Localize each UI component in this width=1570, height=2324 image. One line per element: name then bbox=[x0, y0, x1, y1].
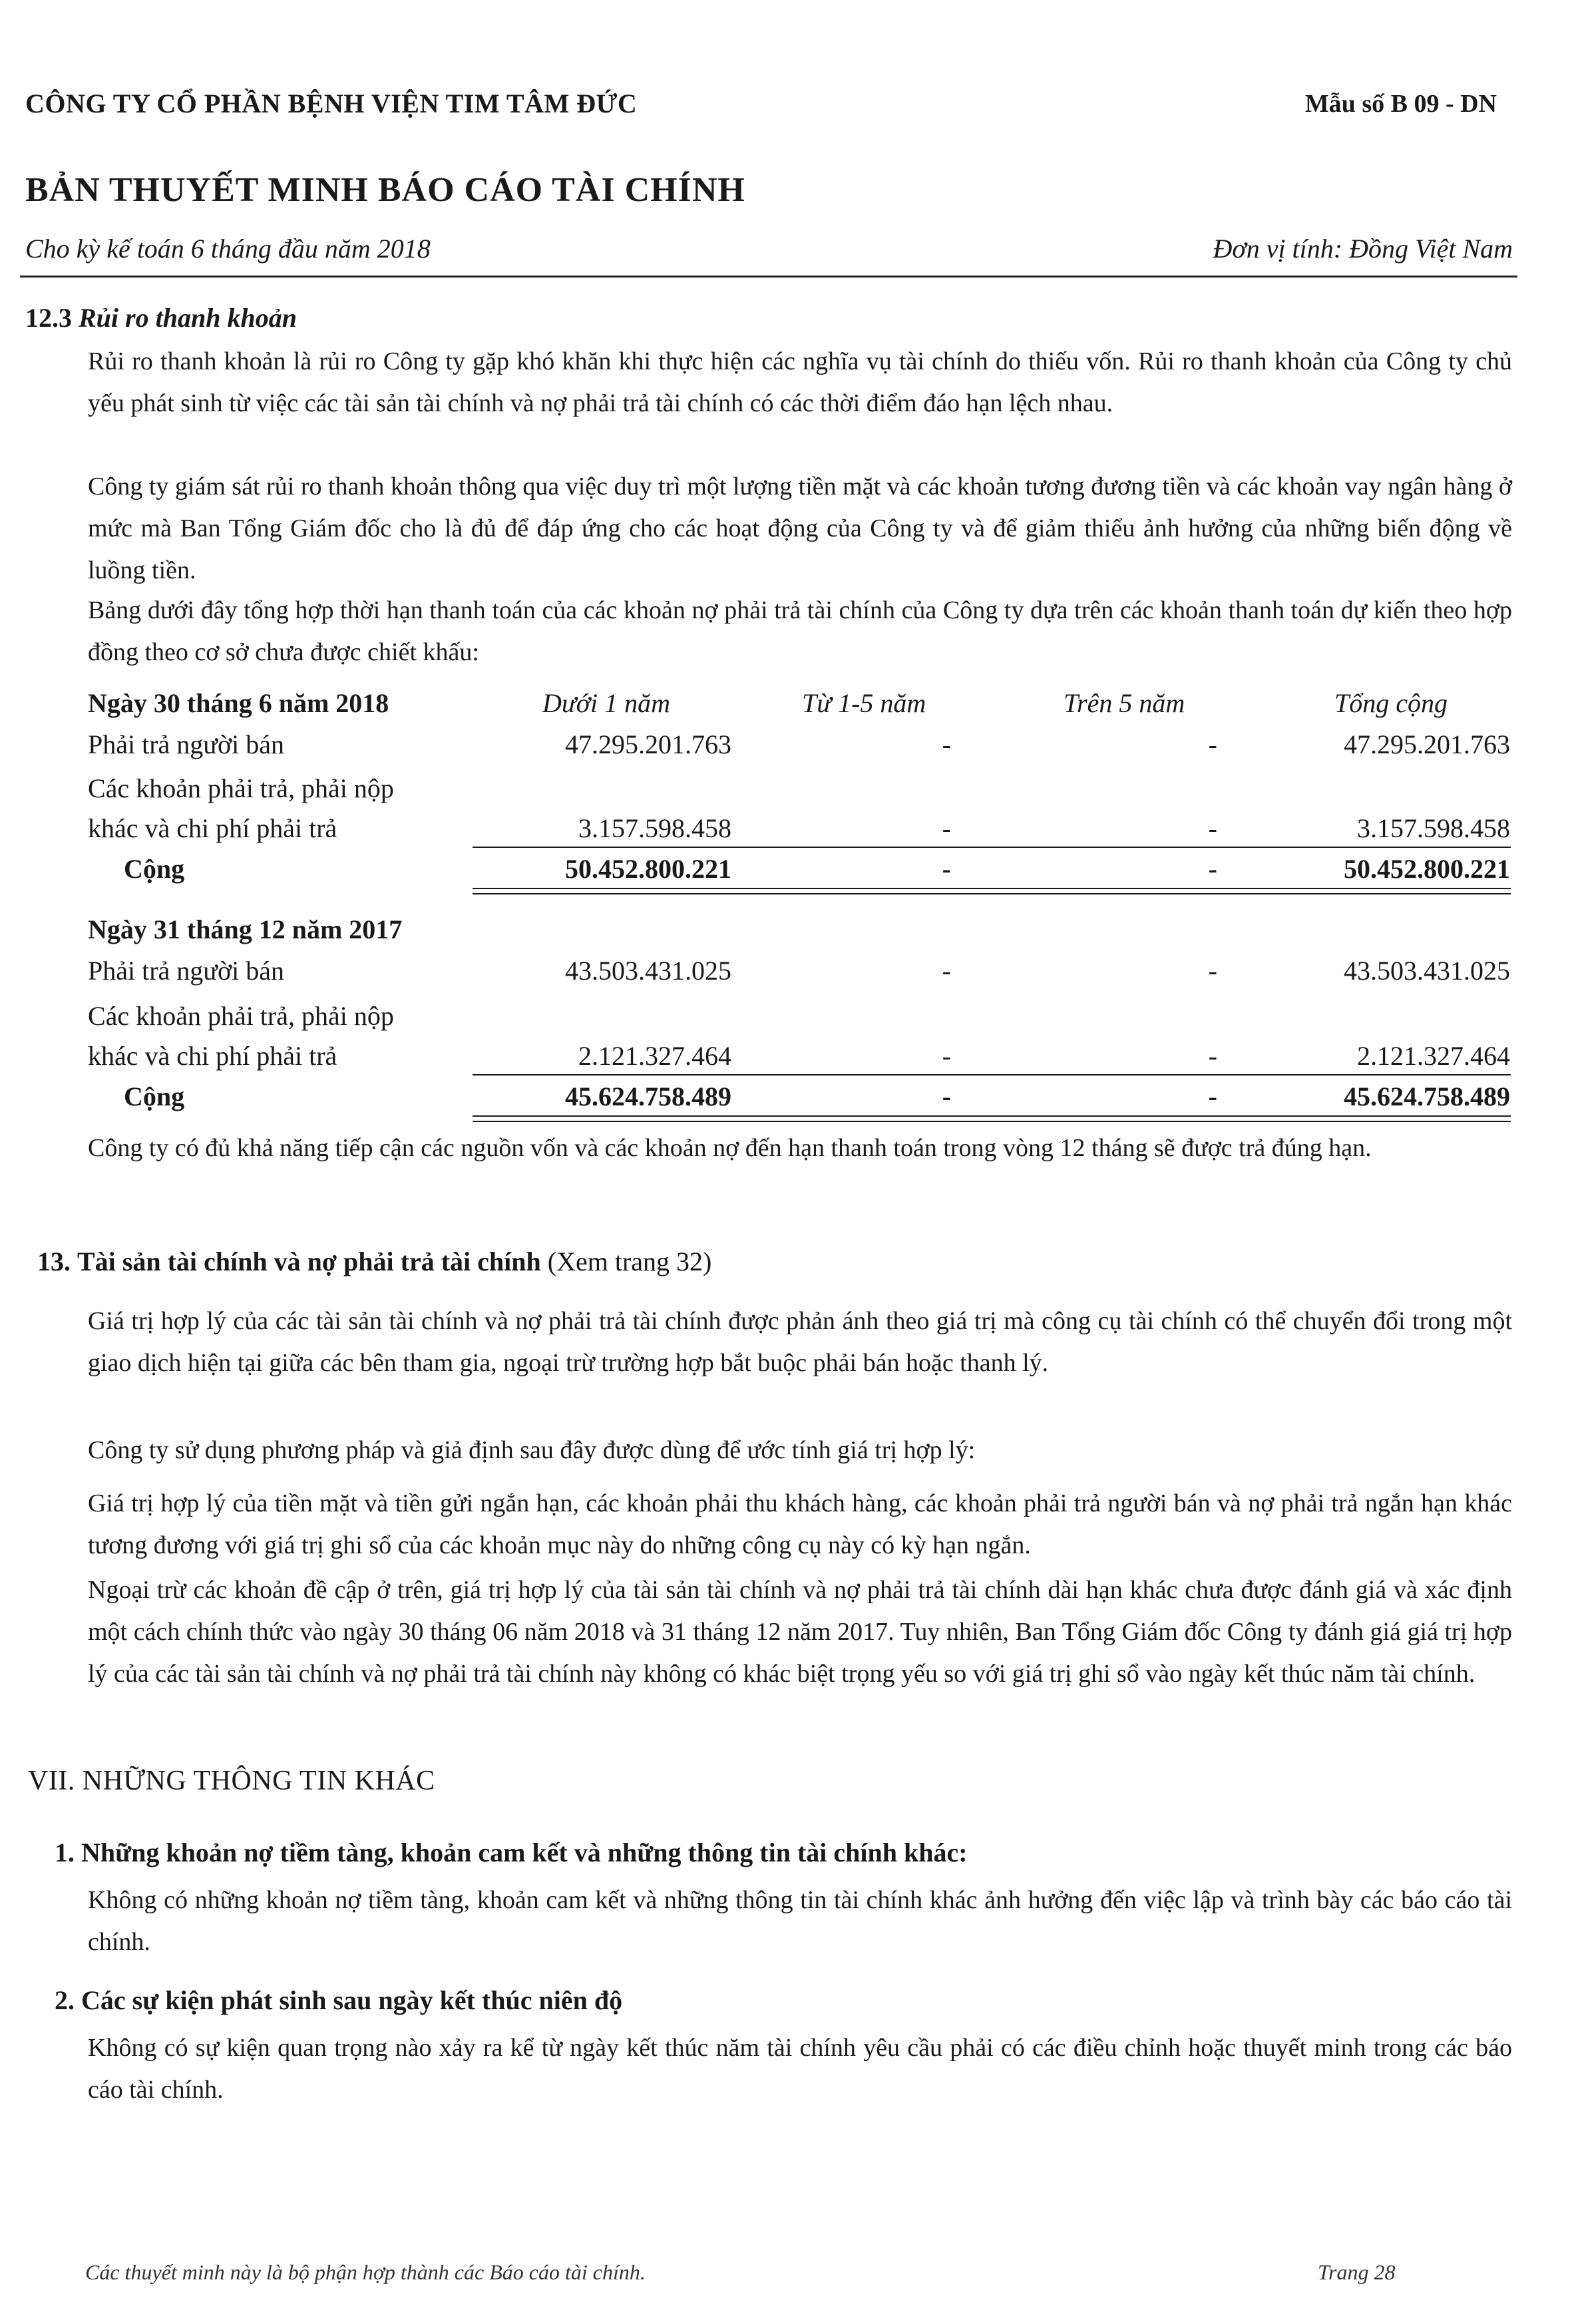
column-header: Dưới 1 năm bbox=[542, 688, 671, 718]
table-cell: 3.157.598.458 bbox=[578, 813, 731, 843]
total-cell: 45.624.758.489 bbox=[1344, 1081, 1510, 1111]
section-number: 13. bbox=[37, 1247, 71, 1276]
page-title: BẢN THUYẾT MINH BÁO CÁO TÀI CHÍNH bbox=[25, 171, 745, 209]
column-header: Trên 5 năm bbox=[1064, 688, 1185, 718]
total-cell: - bbox=[942, 854, 951, 884]
table-cell: 43.503.431.025 bbox=[565, 956, 731, 986]
group-heading: Ngày 31 tháng 12 năm 2017 bbox=[88, 914, 403, 944]
page-number: Trang 28 bbox=[1318, 2260, 1396, 2284]
row-label: Các khoản phải trả, phải nộp bbox=[88, 773, 394, 803]
fair-value-paragraph-1: Giá trị hợp lý của các tài sản tài chính và nợ phải trả tài chính được phản ánh theo giá trị mà công cụ tài chính có thể chuyển đổi trong một giao dịch hiện tại giữa các bên tham gia, ngoại trừ trường hợp bắt buộc phải bán hoặc thanh lý. bbox=[88, 1307, 1512, 1377]
row-label: Các khoản phải trả, phải nộp bbox=[88, 1001, 394, 1031]
table-cell: - bbox=[1208, 813, 1217, 843]
page-reference: (Xem trang 32) bbox=[547, 1247, 712, 1276]
item-1-text: Không có những khoản nợ tiềm tàng, khoản cam kết và những thông tin tài chính khác ảnh hưởng đến việc lập và trình bày các báo cáo tài chính. bbox=[88, 1886, 1512, 1956]
table-cell: - bbox=[942, 956, 951, 986]
table-cell: 2.121.327.464 bbox=[1357, 1041, 1510, 1071]
total-label: Cộng bbox=[124, 854, 185, 884]
item-title: Các sự kiện phát sinh sau ngày kết thúc niên độ bbox=[81, 1985, 623, 2015]
subtotal-rule bbox=[473, 1074, 1511, 1075]
form-number: Mẫu số B 09 - DN bbox=[1304, 90, 1497, 118]
company-name: CÔNG TY CỔ PHẦN BỆNH VIỆN TIM TÂM ĐỨC bbox=[25, 89, 638, 118]
table-cell: 3.157.598.458 bbox=[1357, 813, 1510, 843]
table-cell: 43.503.431.025 bbox=[1344, 956, 1510, 986]
table-cell: 47.295.201.763 bbox=[565, 729, 731, 759]
currency-unit: Đơn vị tính: Đồng Việt Nam bbox=[1213, 234, 1513, 264]
table-cell: - bbox=[942, 729, 951, 759]
fair-value-paragraph-4: Ngoại trừ các khoản đề cập ở trên, giá trị hợp lý của tài sản tài chính và nợ phải trả tài chính dài hạn khác chưa được đánh giá và xác định một cách chính thức vào ngày 30 tháng 06 năm 2018 và 31 tháng 12 năm 2017. Tuy nhiên, Ban Tổng Giám đốc Công ty đánh giá giá trị hợp lý của các tài sản tài chính và nợ phải trả tài chính này không có khác biệt trọng yếu so với giá trị ghi sổ vào ngày kết thúc năm tài chính. bbox=[88, 1576, 1512, 1688]
table-cell: 47.295.201.763 bbox=[1344, 729, 1510, 759]
total-cell: 45.624.758.489 bbox=[565, 1081, 731, 1111]
row-label: Phải trả người bán bbox=[88, 729, 284, 759]
section-13-heading bbox=[37, 1246, 711, 1277]
row-label: khác và chi phí phải trả bbox=[88, 1041, 337, 1071]
section-vii-heading: VII. NHỮNG THÔNG TIN KHÁC bbox=[28, 1766, 435, 1796]
subtotal-rule bbox=[473, 847, 1511, 848]
item-2-text: Không có sự kiện quan trọng nào xảy ra kể từ ngày kết thúc năm tài chính yêu cầu phải có các điều chỉnh hoặc thuyết minh trong các báo cáo tài chính. bbox=[88, 2034, 1512, 2104]
reporting-period: Cho kỳ kế toán 6 tháng đầu năm 2018 bbox=[25, 234, 431, 264]
column-header: Tổng cộng bbox=[1334, 688, 1448, 718]
fair-value-paragraph-2: Công ty sử dụng phương pháp và giả định sau đây được dùng để ước tính giá trị hợp lý: bbox=[88, 1436, 976, 1464]
row-label: khác và chi phí phải trả bbox=[88, 813, 337, 843]
liquidity-paragraph-4: Công ty có đủ khả năng tiếp cận các nguồn vốn và các khoản nợ đến hạn thanh toán trong vòng 12 tháng sẽ được trả đúng hạn. bbox=[88, 1134, 1372, 1162]
liquidity-paragraph-2: Công ty giám sát rủi ro thanh khoản thông qua việc duy trì một lượng tiền mặt và các khoản tương đương tiền và các khoản vay ngân hàng ở mức mà Ban Tổng Giám đốc cho là đủ để đáp ứng cho các hoạt động của Công ty và để giảm thiểu ảnh hưởng của những biến động về luồng tiền. bbox=[88, 473, 1512, 584]
footer-note: Các thuyết minh này là bộ phận hợp thành các Báo cáo tài chính. bbox=[85, 2260, 646, 2284]
group-heading: Ngày 30 tháng 6 năm 2018 bbox=[88, 688, 389, 718]
fair-value-paragraph-3: Giá trị hợp lý của tiền mặt và tiền gửi ngắn hạn, các khoản phải thu khách hàng, các khoản phải trả người bán và nợ phải trả ngắn hạn khác tương đương với giá trị ghi sổ của các khoản mục này do những công cụ này có kỳ hạn ngắn. bbox=[88, 1489, 1512, 1559]
column-header: Từ 1-5 năm bbox=[802, 688, 926, 718]
total-cell: 50.452.800.221 bbox=[565, 854, 731, 884]
item-1-heading bbox=[55, 1837, 968, 1868]
table-cell: - bbox=[942, 813, 951, 843]
item-title: Những khoản nợ tiềm tàng, khoản cam kết và những thông tin tài chính khác: bbox=[81, 1838, 968, 1867]
item-2-heading bbox=[55, 1985, 622, 2016]
section-number: 12.3 bbox=[25, 303, 72, 333]
section-12-3-heading bbox=[25, 302, 297, 333]
total-cell: 50.452.800.221 bbox=[1344, 854, 1510, 884]
total-label: Cộng bbox=[124, 1081, 185, 1111]
total-cell: - bbox=[1208, 1081, 1217, 1111]
section-title: Tài sản tài chính và nợ phải trả tài chính bbox=[77, 1247, 541, 1276]
table-cell: - bbox=[1208, 956, 1217, 986]
section-title: Rủi ro thanh khoản bbox=[79, 303, 297, 333]
total-cell: - bbox=[1208, 854, 1217, 884]
table-cell: 2.121.327.464 bbox=[578, 1041, 731, 1071]
table-cell: - bbox=[942, 1041, 951, 1071]
table-cell: - bbox=[1208, 1041, 1217, 1071]
header-divider bbox=[20, 276, 1517, 278]
liquidity-paragraph-3: Bảng dưới đây tổng hợp thời hạn thanh toán của các khoản nợ phải trả tài chính của Công ty dựa trên các khoản thanh toán dự kiến theo hợp đồng theo cơ sở chưa được chiết khấu: bbox=[88, 596, 1512, 666]
item-number: 1. bbox=[55, 1838, 75, 1867]
total-double-rule bbox=[473, 888, 1511, 894]
table-cell: - bbox=[1208, 729, 1217, 759]
total-double-rule bbox=[473, 1115, 1511, 1122]
item-number: 2. bbox=[55, 1985, 75, 2015]
total-cell: - bbox=[942, 1081, 951, 1111]
row-label: Phải trả người bán bbox=[88, 956, 284, 986]
liquidity-paragraph-1: Rủi ro thanh khoản là rủi ro Công ty gặp khó khăn khi thực hiện các nghĩa vụ tài chính do thiếu vốn. Rủi ro thanh khoản của Công ty chủ yếu phát sinh từ việc các tài sản tài chính và nợ phải trả tài chính có các thời điểm đáo hạn lệch nhau. bbox=[88, 347, 1512, 417]
